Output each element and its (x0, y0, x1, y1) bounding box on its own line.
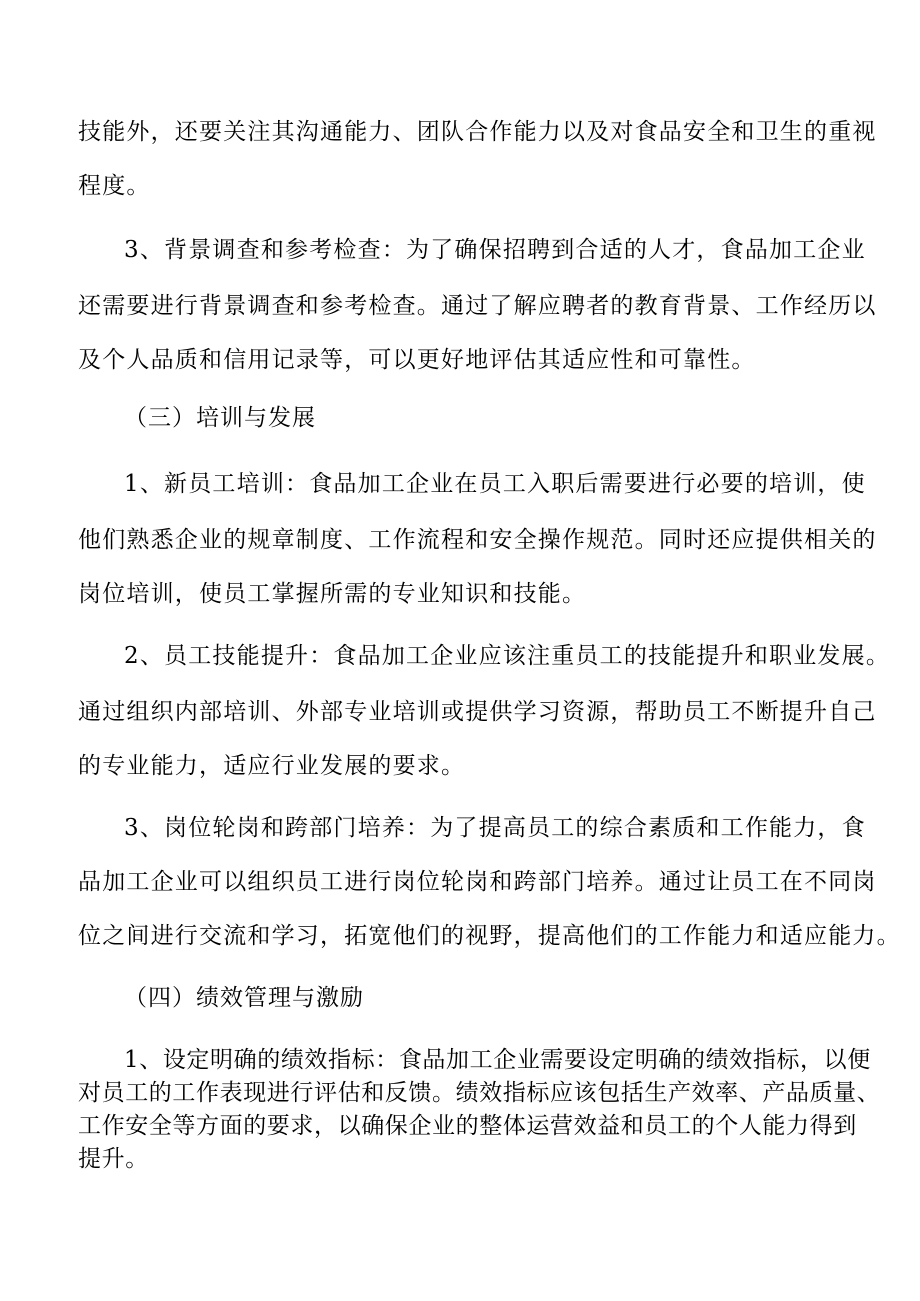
paragraph-line: 及个人品质和信用记录等，可以更好地评估其适应性和可靠性。 (78, 347, 756, 373)
paragraph-line: 提升。 (78, 1146, 149, 1172)
paragraph-line: 程度。 (78, 173, 151, 199)
section-heading: （三）培训与发展 (124, 405, 316, 431)
paragraph-line: 通过组织内部培训、外部专业培训或提供学习资源，帮助员工不断提升自己 (78, 699, 877, 725)
paragraph-line: 的专业能力，适应行业发展的要求。 (78, 753, 466, 779)
paragraph-line: 2、员工技能提升：食品加工企业应该注重员工的技能提升和职业发展。 (124, 643, 891, 669)
paragraph-line: 技能外，还要关注其沟通能力、团队合作能力以及对食品安全和卫生的重视 (78, 119, 877, 145)
paragraph-line: 3、背景调查和参考检查：为了确保招聘到合适的人才，食品加工企业 (124, 237, 866, 263)
paragraph-line: 工作安全等方面的要求，以确保企业的整体运营效益和员工的个人能力得到 (78, 1113, 857, 1139)
paragraph-line: 位之间进行交流和学习，拓宽他们的视野，提高他们的工作能力和适应能力。 (78, 923, 901, 949)
paragraph-line: 岗位培训，使员工掌握所需的专业知识和技能。 (78, 581, 587, 607)
paragraph-line: 1、设定明确的绩效指标：食品加工企业需要设定明确的绩效指标，以便 (124, 1047, 871, 1073)
paragraph-line: 3、岗位轮岗和跨部门培养：为了提高员工的综合素质和工作能力，食 (124, 815, 866, 841)
section-heading: （四）绩效管理与激励 (124, 985, 364, 1011)
paragraph-line: 1、新员工培训：食品加工企业在员工入职后需要进行必要的培训，使 (124, 471, 866, 497)
paragraph-line: 还需要进行背景调查和参考检查。通过了解应聘者的教育背景、工作经历以 (78, 293, 877, 319)
paragraph-line: 品加工企业可以组织员工进行岗位轮岗和跨部门培养。通过让员工在不同岗 (78, 869, 877, 895)
paragraph-line: 对员工的工作表现进行评估和反馈。绩效指标应该包括生产效率、产品质量、 (78, 1080, 881, 1106)
paragraph-line: 他们熟悉企业的规章制度、工作流程和安全操作规范。同时还应提供相关的 (78, 527, 877, 553)
